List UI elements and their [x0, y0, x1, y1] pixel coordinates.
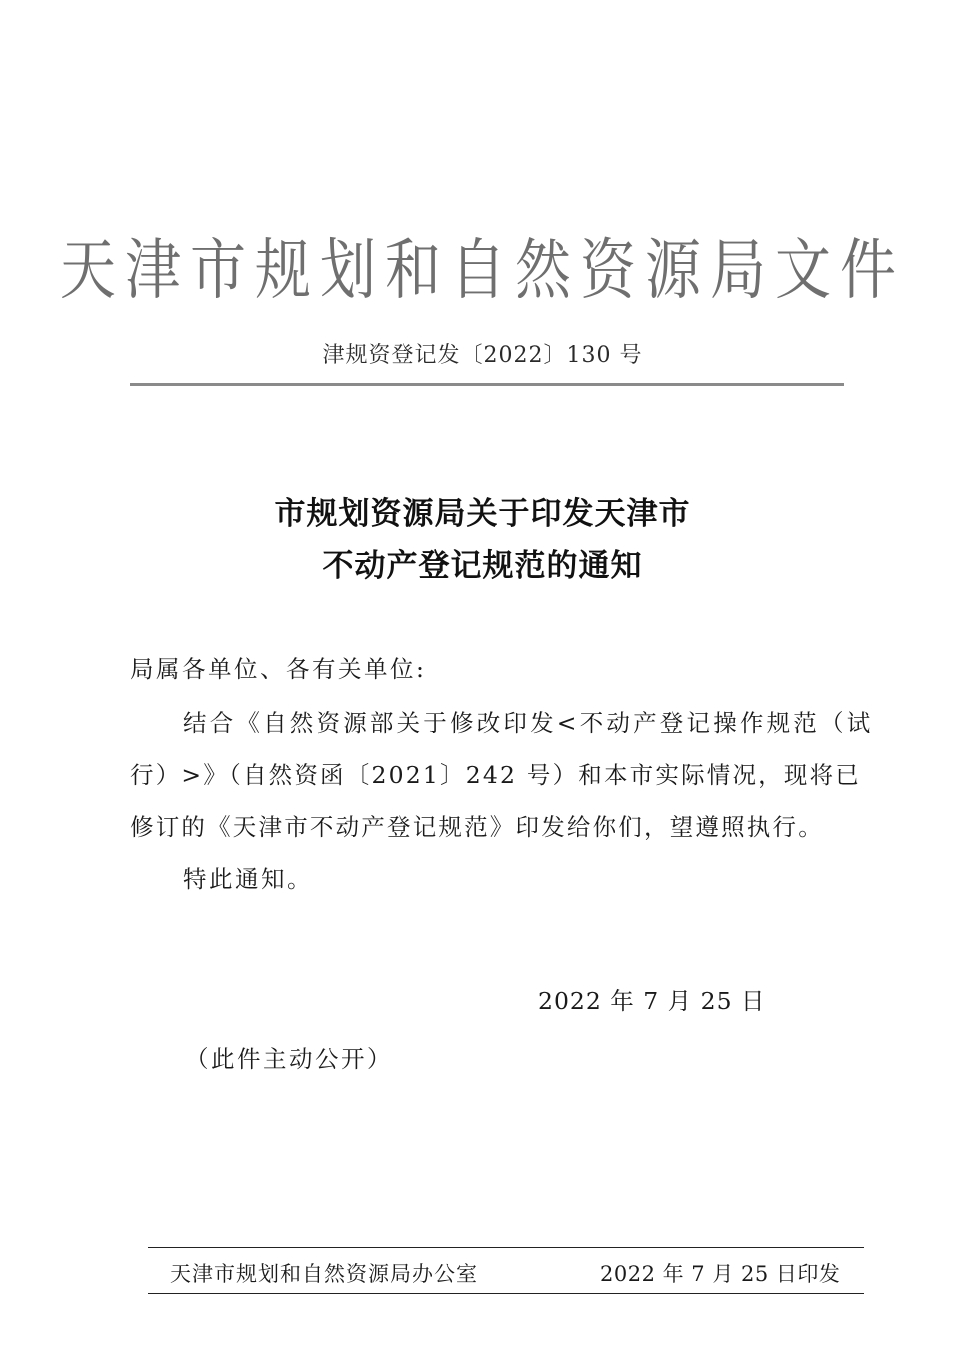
disclosure-note: （此件主动公开） [185, 1045, 393, 1073]
document-number: 津规资登记发〔2022〕130 号 [322, 343, 643, 368]
salutation: 局属各单位、各有关单位: [130, 655, 427, 683]
paragraph-line: 修订的《天津市不动产登记规范》印发给你们，望遵照执行。 [130, 813, 824, 841]
footer-issue-date: 2022 年 7 月 25 日印发 [600, 1262, 841, 1286]
header-divider [130, 383, 844, 386]
closing-phrase: 特此通知。 [183, 865, 313, 893]
notice-title-line-2: 不动产登记规范的通知 [322, 548, 643, 584]
issue-date: 2022 年 7 月 25 日 [538, 987, 766, 1015]
paragraph-line: 结合《自然资源部关于修改印发<不动产登记操作规范（试 [183, 709, 874, 737]
paragraph-line: 行）>》（自然资函〔2021〕242 号）和本市实际情况，现将已 [130, 761, 861, 789]
footer-issuer: 天津市规划和自然资源局办公室 [170, 1262, 478, 1286]
footer-rule-bottom [148, 1293, 864, 1294]
footer-rule-top [148, 1247, 864, 1248]
document-masthead: 天津市规划和自然资源局文件 [60, 232, 905, 309]
notice-title-line-1: 市规划资源局关于印发天津市 [274, 496, 691, 532]
